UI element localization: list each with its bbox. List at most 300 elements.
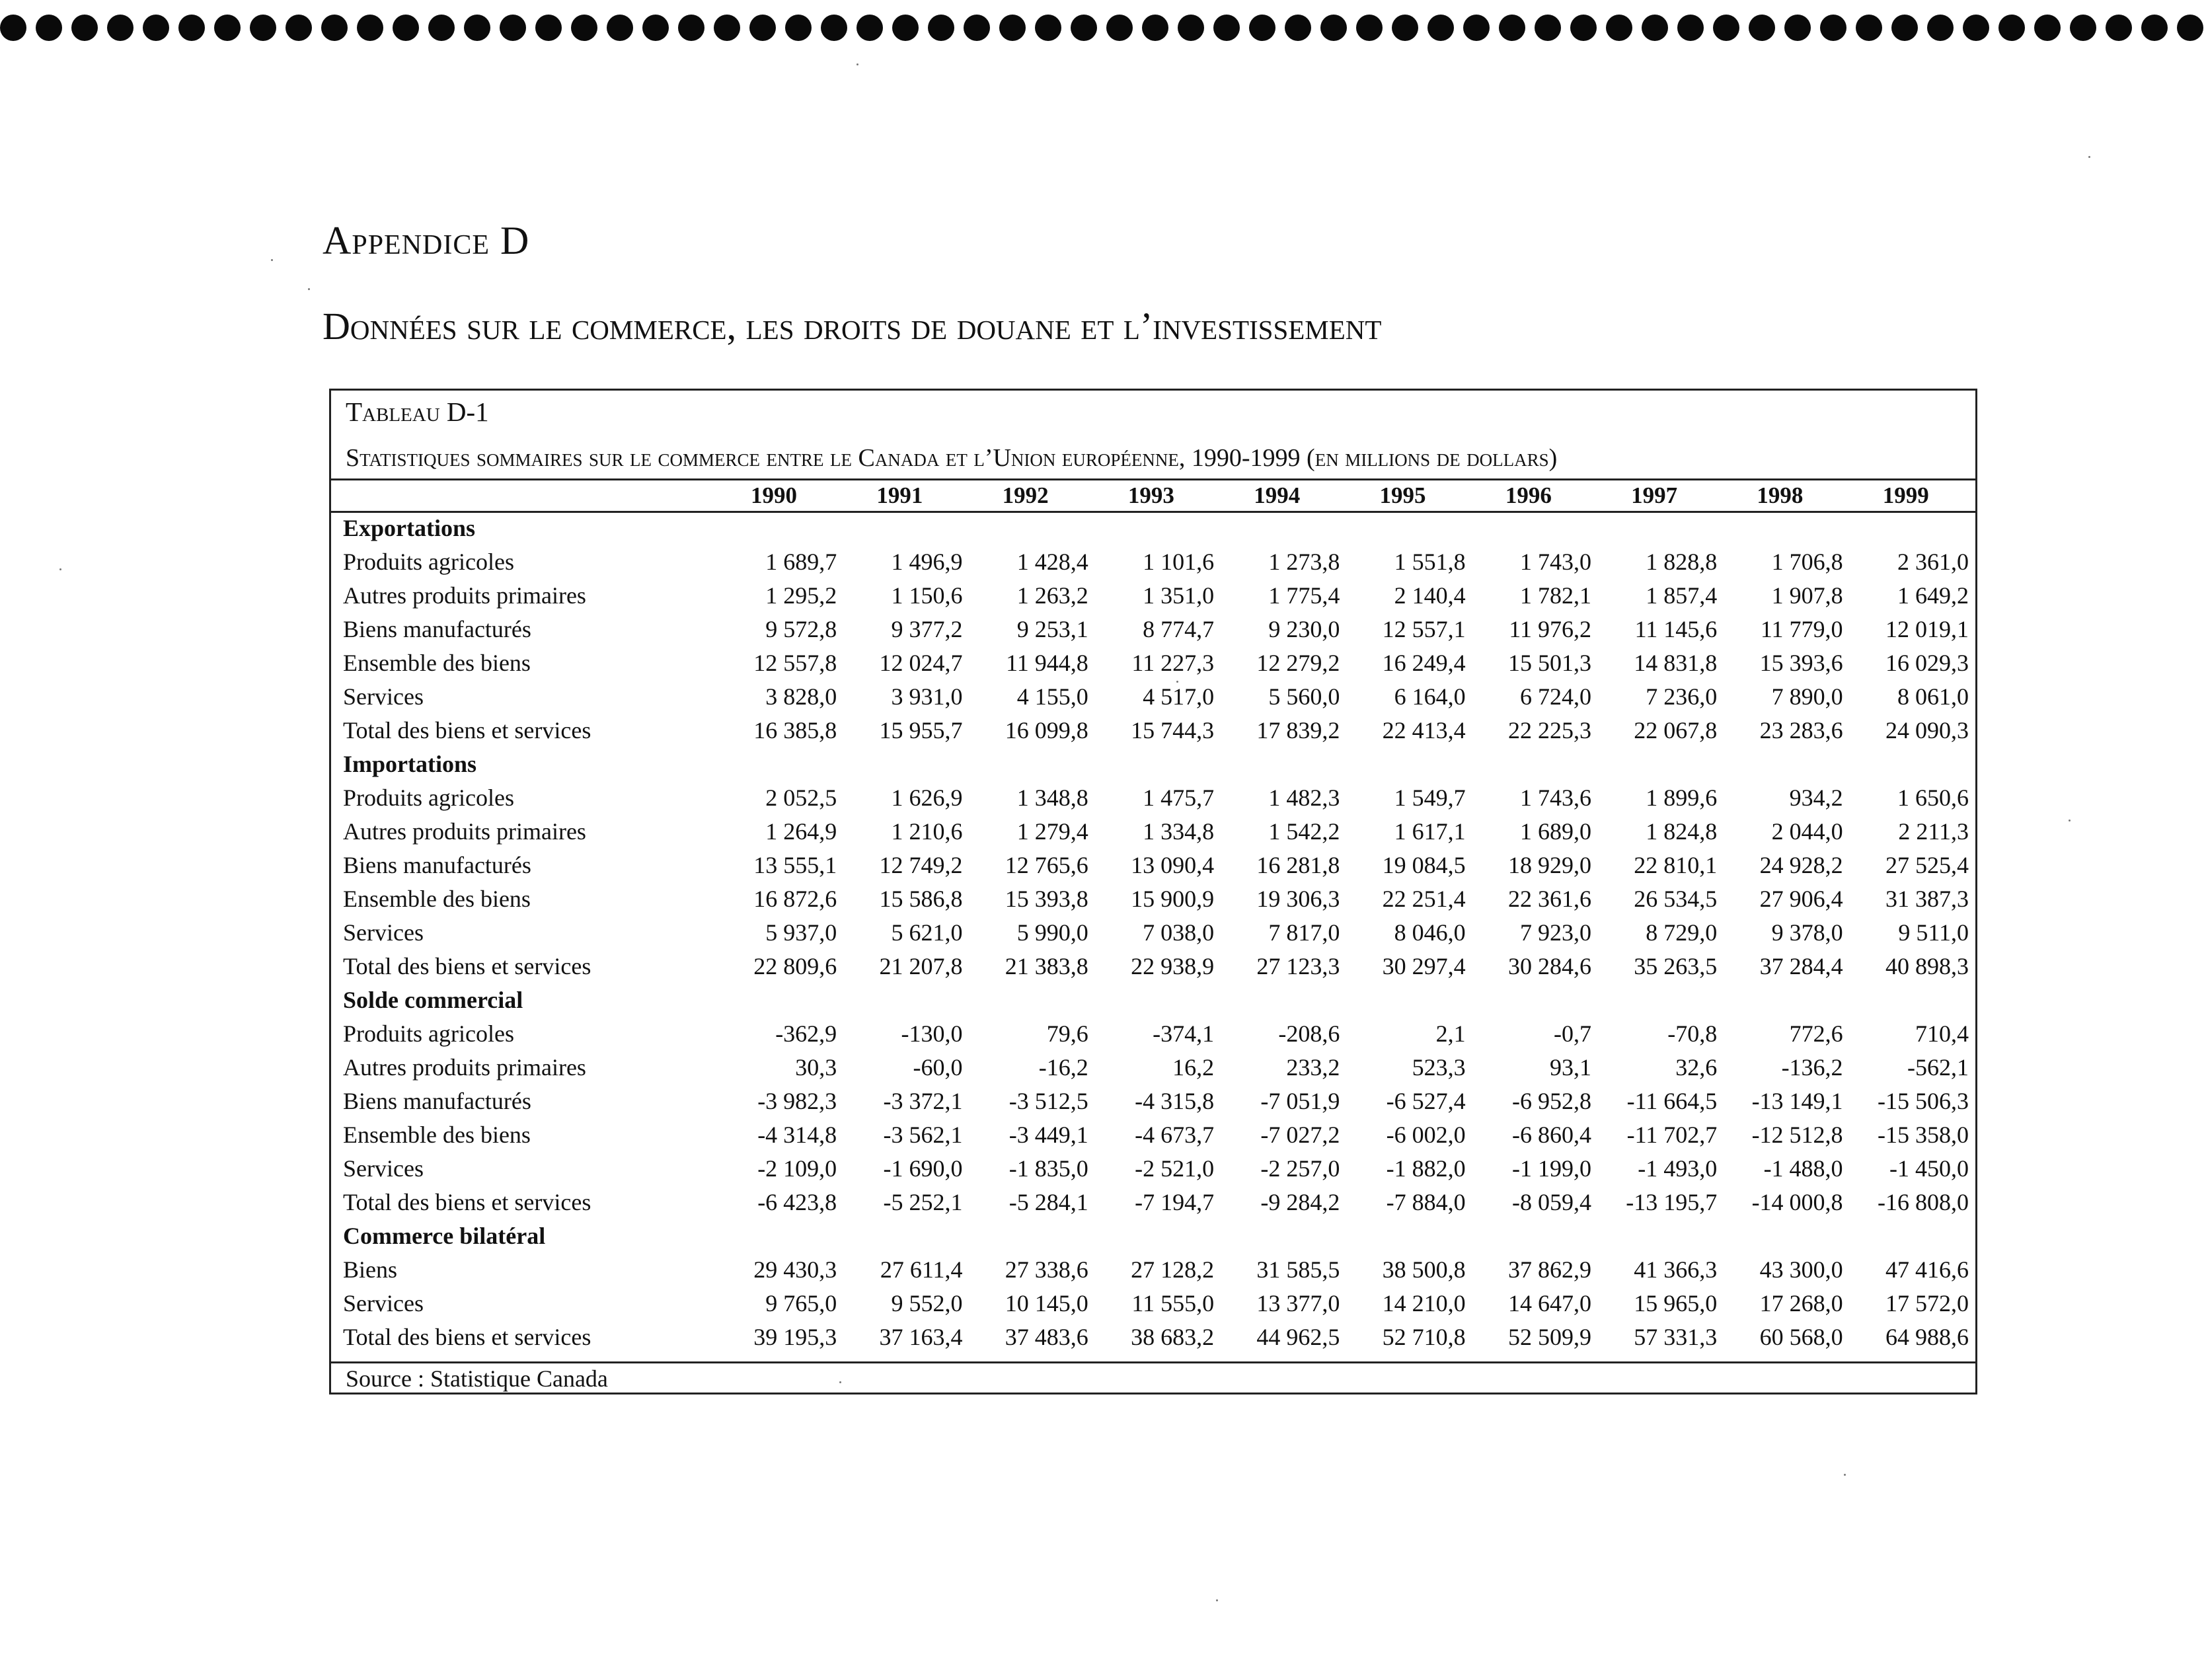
value-cell: 27 338,6 [1005, 1256, 1088, 1283]
value-cell: 2 211,3 [1898, 818, 1969, 845]
scan-speck [59, 568, 61, 570]
value-cell: 9 572,8 [765, 615, 837, 642]
value-cell: 52 710,8 [1382, 1323, 1466, 1350]
table-row [343, 781, 1969, 814]
row-label: Autres produits primaires [343, 582, 586, 609]
value-cell: 12 024,7 [879, 649, 963, 676]
value-cell: 16 385,8 [753, 716, 837, 744]
value-cell: 1 907,8 [1771, 582, 1843, 609]
value-cell: 93,1 [1549, 1053, 1591, 1081]
table-caption: Statistiques sommaires sur le commerce entre le Canada et l’Union européenne, 1990-1999 (en millions de dollars) [346, 444, 1558, 472]
scan-speck [308, 288, 310, 290]
year-header: 1991 [876, 482, 923, 508]
value-cell: -2 109,0 [757, 1155, 837, 1182]
value-cell: -4 673,7 [1135, 1121, 1215, 1148]
value-cell: 31 585,5 [1256, 1256, 1340, 1283]
value-cell: 1 351,0 [1143, 582, 1215, 609]
section-header-row [343, 983, 1969, 1016]
scan-speck [839, 1381, 841, 1383]
value-cell: 13 090,4 [1131, 851, 1215, 878]
value-cell: 31 387,3 [1885, 885, 1969, 912]
binding-hole-dot [821, 15, 847, 41]
value-cell: 15 900,9 [1131, 885, 1215, 912]
value-cell: 37 284,4 [1759, 952, 1843, 979]
value-cell: -7 027,2 [1260, 1121, 1340, 1148]
table-row [343, 1151, 1969, 1185]
value-cell: -6 527,4 [1386, 1087, 1466, 1114]
binding-hole-dot [2141, 15, 2168, 41]
value-cell: -136,2 [1781, 1053, 1843, 1081]
value-cell: 15 393,6 [1759, 649, 1843, 676]
section-title: Exportations [343, 514, 476, 541]
value-cell: 16 029,3 [1885, 649, 1969, 676]
value-cell: 24 928,2 [1759, 851, 1843, 878]
value-cell: -8 059,4 [1511, 1188, 1591, 1215]
value-cell: 12 557,1 [1382, 615, 1466, 642]
row-label: Produits agricoles [343, 1020, 514, 1047]
row-label: Total des biens et services [343, 716, 591, 744]
value-cell: -14 000,8 [1751, 1188, 1843, 1215]
scan-speck [2069, 820, 2071, 821]
row-label: Produits agricoles [343, 548, 514, 575]
value-cell: -7 884,0 [1386, 1188, 1466, 1215]
table-d1 [329, 389, 1977, 1394]
value-cell: -1 450,0 [1889, 1155, 1969, 1182]
value-cell: 22 413,4 [1382, 716, 1466, 744]
value-cell: 1 782,1 [1519, 582, 1591, 609]
value-cell: 27 906,4 [1759, 885, 1843, 912]
section-header-row [343, 747, 1969, 781]
value-cell: 1 828,8 [1646, 548, 1718, 575]
value-cell: 15 965,0 [1634, 1289, 1718, 1317]
value-cell: 1 264,9 [765, 818, 837, 845]
table-row [343, 612, 1969, 646]
binding-hole-dot [714, 15, 740, 41]
binding-hole-dot [464, 15, 490, 41]
section-title: Importations [343, 750, 477, 777]
row-label: Services [343, 683, 424, 710]
table-row [343, 1320, 1969, 1354]
binding-hole-dot [107, 15, 133, 41]
value-cell: 7 236,0 [1646, 683, 1718, 710]
binding-hole-dot [1642, 15, 1668, 41]
binding-hole-dot [642, 15, 669, 41]
value-cell: 8 061,0 [1897, 683, 1969, 710]
table-row [343, 1016, 1969, 1050]
value-cell: 233,2 [1286, 1053, 1340, 1081]
binding-hole-dot [1427, 15, 1454, 41]
value-cell: -16 808,0 [1878, 1188, 1969, 1215]
value-cell: 5 621,0 [891, 919, 963, 946]
value-cell: 15 744,3 [1131, 716, 1215, 744]
scan-speck [1844, 1474, 1846, 1476]
value-cell: 5 937,0 [765, 919, 837, 946]
row-label: Biens [343, 1256, 398, 1283]
binding-hole-dot [214, 15, 241, 41]
value-cell: 32,6 [1675, 1053, 1718, 1081]
table-row [343, 848, 1969, 882]
binding-hole-dot [856, 15, 883, 41]
value-cell: 523,3 [1412, 1053, 1466, 1081]
header-corner [343, 480, 711, 511]
value-cell: 60 568,0 [1759, 1323, 1843, 1350]
value-cell: -60,0 [913, 1053, 963, 1081]
value-cell: 11 227,3 [1131, 649, 1215, 676]
value-cell: -5 284,1 [1008, 1188, 1088, 1215]
section-title: Commerce bilatéral [343, 1222, 546, 1249]
value-cell: -0,7 [1553, 1020, 1591, 1047]
binding-hole-dot [321, 15, 348, 41]
binding-hole-dot [1570, 15, 1597, 41]
value-cell: -9 284,2 [1260, 1188, 1340, 1215]
value-cell: 16 872,6 [753, 885, 837, 912]
year-header: 1996 [1505, 482, 1552, 508]
row-label: Ensemble des biens [343, 885, 531, 912]
value-cell: 2 361,0 [1897, 548, 1969, 575]
value-cell: 1 273,8 [1268, 548, 1340, 575]
value-cell: 19 306,3 [1256, 885, 1340, 912]
value-cell: 57 331,3 [1634, 1323, 1718, 1350]
value-cell: -362,9 [775, 1020, 837, 1047]
binding-hole-dot [1499, 15, 1525, 41]
year-header: 1997 [1631, 482, 1678, 508]
value-cell: 12 765,6 [1005, 851, 1088, 878]
value-cell: 12 557,8 [753, 649, 837, 676]
value-cell: 8 774,7 [1143, 615, 1215, 642]
value-cell: -208,6 [1278, 1020, 1340, 1047]
value-cell: 1 626,9 [891, 784, 963, 811]
value-cell: -4 314,8 [757, 1121, 837, 1148]
binding-hole-dot [1677, 15, 1704, 41]
value-cell: 30,3 [795, 1053, 837, 1081]
value-cell: -6 002,0 [1386, 1121, 1466, 1148]
binding-hole-dot [1178, 15, 1204, 41]
value-cell: 8 729,0 [1646, 919, 1718, 946]
binding-hole-dot [393, 15, 419, 41]
table-row [343, 1118, 1969, 1151]
value-cell: 1 475,7 [1143, 784, 1215, 811]
value-cell: 1 857,4 [1646, 582, 1718, 609]
binding-hole-dot [1392, 15, 1418, 41]
value-cell: 38 500,8 [1382, 1256, 1466, 1283]
value-cell: 7 038,0 [1143, 919, 1215, 946]
value-cell: 38 683,2 [1131, 1323, 1215, 1350]
year-header: 1999 [1882, 482, 1929, 508]
value-cell: 7 817,0 [1268, 919, 1340, 946]
binding-hole-dot [678, 15, 704, 41]
value-cell: 9 230,0 [1268, 615, 1340, 642]
value-cell: 27 128,2 [1131, 1256, 1215, 1283]
table-row [343, 949, 1969, 983]
value-cell: 14 647,0 [1507, 1289, 1591, 1317]
value-cell: 3 828,0 [765, 683, 837, 710]
value-cell: 2 052,5 [765, 784, 837, 811]
value-cell: 30 284,6 [1507, 952, 1591, 979]
row-label: Autres produits primaires [343, 1053, 586, 1081]
value-cell: -1 690,0 [883, 1155, 963, 1182]
value-cell: 772,6 [1789, 1020, 1843, 1047]
value-cell: 5 560,0 [1268, 683, 1340, 710]
value-cell: 37 862,9 [1507, 1256, 1591, 1283]
value-cell: -3 372,1 [883, 1087, 963, 1114]
value-cell: 1 428,4 [1016, 548, 1088, 575]
value-cell: 16 249,4 [1382, 649, 1466, 676]
value-cell: -1 882,0 [1386, 1155, 1466, 1182]
table-row [343, 713, 1969, 747]
table-row [343, 578, 1969, 612]
value-cell: 9 377,2 [891, 615, 963, 642]
section-header-row [343, 511, 1969, 545]
value-cell: 47 416,6 [1885, 1256, 1969, 1283]
value-cell: 12 279,2 [1256, 649, 1340, 676]
table-row [343, 882, 1969, 915]
value-cell: 16,2 [1172, 1053, 1215, 1081]
value-cell: 1 706,8 [1771, 548, 1843, 575]
row-label: Total des biens et services [343, 1188, 591, 1215]
row-label: Ensemble des biens [343, 1121, 531, 1148]
binding-hole-dot [1249, 15, 1275, 41]
binding-hole-dot [1213, 15, 1240, 41]
row-label: Total des biens et services [343, 952, 591, 979]
value-cell: -6 860,4 [1511, 1121, 1591, 1148]
year-header: 1995 [1379, 482, 1426, 508]
value-cell: 79,6 [1046, 1020, 1088, 1047]
binding-hole-dot [1106, 15, 1133, 41]
value-cell: 9 378,0 [1771, 919, 1843, 946]
value-cell: 23 283,6 [1759, 716, 1843, 744]
value-cell: 22 810,1 [1634, 851, 1718, 878]
table-row [343, 1286, 1969, 1320]
year-header: 1992 [1002, 482, 1049, 508]
value-cell: 1 899,6 [1646, 784, 1718, 811]
value-cell: -3 982,3 [757, 1087, 837, 1114]
binding-hole-dot [892, 15, 919, 41]
value-cell: 8 046,0 [1394, 919, 1466, 946]
value-cell: 15 393,8 [1005, 885, 1088, 912]
value-cell: 35 263,5 [1634, 952, 1718, 979]
value-cell: 6 724,0 [1519, 683, 1591, 710]
value-cell: 22 067,8 [1634, 716, 1718, 744]
binding-hole-dot [1071, 15, 1097, 41]
appendix-title: Appendice D [323, 219, 530, 262]
value-cell: -70,8 [1667, 1020, 1718, 1047]
value-cell: 12 749,2 [879, 851, 963, 878]
binding-hole-dot [1142, 15, 1168, 41]
table-row [343, 1084, 1969, 1118]
year-header: 1994 [1254, 482, 1301, 508]
value-cell: 1 101,6 [1143, 548, 1215, 575]
binding-hole-dot [250, 15, 276, 41]
value-cell: 37 483,6 [1005, 1323, 1088, 1350]
value-cell: 1 824,8 [1646, 818, 1718, 845]
value-cell: -12 512,8 [1751, 1121, 1843, 1148]
value-cell: 24 090,3 [1885, 716, 1969, 744]
row-label: Biens manufacturés [343, 615, 531, 642]
value-cell: 2,1 [1435, 1020, 1466, 1047]
value-cell: 15 955,7 [879, 716, 963, 744]
year-header: 1998 [1757, 482, 1804, 508]
value-cell: 17 839,2 [1256, 716, 1340, 744]
table-row [343, 814, 1969, 848]
value-cell: 1 482,3 [1268, 784, 1340, 811]
value-cell: 1 689,0 [1519, 818, 1591, 845]
value-cell: -15 506,3 [1878, 1087, 1969, 1114]
row-label: Produits agricoles [343, 784, 514, 811]
value-cell: 16 099,8 [1005, 716, 1088, 744]
binding-hole-dot [2106, 15, 2132, 41]
value-cell: 41 366,3 [1634, 1256, 1718, 1283]
value-cell: 7 923,0 [1519, 919, 1591, 946]
value-cell: 9 511,0 [1898, 919, 1969, 946]
value-cell: 27 123,3 [1256, 952, 1340, 979]
value-cell: 16 281,8 [1256, 851, 1340, 878]
section-header-row [343, 1219, 1969, 1252]
value-cell: -2 521,0 [1135, 1155, 1215, 1182]
value-cell: -6 423,8 [757, 1188, 837, 1215]
value-cell: 17 268,0 [1759, 1289, 1843, 1317]
binding-hole-dot [535, 15, 562, 41]
binding-hole-dot [1713, 15, 1739, 41]
scan-speck [1216, 1599, 1218, 1601]
value-cell: -562,1 [1907, 1053, 1969, 1081]
value-cell: 22 938,9 [1131, 952, 1215, 979]
value-cell: 40 898,3 [1885, 952, 1969, 979]
value-cell: -130,0 [901, 1020, 963, 1047]
value-cell: 44 962,5 [1256, 1323, 1340, 1350]
value-cell: 1 496,9 [891, 548, 963, 575]
value-cell: 27 611,4 [880, 1256, 963, 1283]
value-cell: -7 194,7 [1135, 1188, 1215, 1215]
value-cell: -11 702,7 [1626, 1121, 1718, 1148]
binding-hole-dot [71, 15, 98, 41]
binding-hole-dot [964, 15, 990, 41]
value-cell: 21 383,8 [1005, 952, 1088, 979]
value-cell: 1 549,7 [1394, 784, 1466, 811]
value-cell: -3 512,5 [1008, 1087, 1088, 1114]
value-cell: 37 163,4 [879, 1323, 963, 1350]
value-cell: 1 775,4 [1268, 582, 1340, 609]
table-row [343, 915, 1969, 949]
value-cell: 22 251,4 [1382, 885, 1466, 912]
value-cell: 10 145,0 [1005, 1289, 1088, 1317]
value-cell: 19 084,5 [1382, 851, 1466, 878]
value-cell: -4 315,8 [1135, 1087, 1215, 1114]
value-cell: -1 835,0 [1008, 1155, 1088, 1182]
value-cell: 27 525,4 [1885, 851, 1969, 878]
binding-hole-dot [1784, 15, 1811, 41]
scan-speck [2088, 156, 2090, 158]
binding-hole-dot [1927, 15, 1954, 41]
binding-hole-dot [999, 15, 1026, 41]
value-cell: 17 572,0 [1885, 1289, 1969, 1317]
value-cell: 18 929,0 [1507, 851, 1591, 878]
value-cell: 39 195,3 [753, 1323, 837, 1350]
table-rule-bottom [331, 1361, 1975, 1363]
scan-speck [271, 259, 273, 261]
binding-hole-dot [0, 15, 26, 41]
value-cell: 11 976,2 [1509, 615, 1591, 642]
value-cell: 14 831,8 [1634, 649, 1718, 676]
year-header-row [343, 480, 1969, 511]
binding-hole-dot [749, 15, 776, 41]
binding-hole-dot [607, 15, 633, 41]
value-cell: -13 195,7 [1626, 1188, 1718, 1215]
row-label: Services [343, 1155, 424, 1182]
page-title: Données sur le commerce, les droits de douane et l’investissement [323, 305, 1382, 348]
value-cell: 1 689,7 [765, 548, 837, 575]
binding-hole-dot [357, 15, 383, 41]
value-cell: 3 931,0 [891, 683, 963, 710]
value-cell: 4 517,0 [1143, 683, 1215, 710]
value-cell: -7 051,9 [1260, 1087, 1340, 1114]
binding-hole-dot [1606, 15, 1632, 41]
binding-hole-dot [1356, 15, 1383, 41]
value-cell: 26 534,5 [1634, 885, 1718, 912]
row-label: Autres produits primaires [343, 818, 586, 845]
value-cell: 14 210,0 [1382, 1289, 1466, 1317]
binding-hole-dot [1035, 15, 1061, 41]
table-row [343, 646, 1969, 679]
value-cell: -5 252,1 [883, 1188, 963, 1215]
value-cell: 43 300,0 [1759, 1256, 1843, 1283]
row-label: Ensemble des biens [343, 649, 531, 676]
value-cell: 11 555,0 [1131, 1289, 1215, 1317]
row-label: Total des biens et services [343, 1323, 591, 1350]
value-cell: 1 263,2 [1016, 582, 1088, 609]
value-cell: -1 488,0 [1763, 1155, 1843, 1182]
value-cell: 9 552,0 [891, 1289, 963, 1317]
value-cell: -6 952,8 [1511, 1087, 1591, 1114]
value-cell: 1 279,4 [1016, 818, 1088, 845]
value-cell: 13 377,0 [1256, 1289, 1340, 1317]
value-cell: 4 155,0 [1016, 683, 1088, 710]
value-cell: 9 765,0 [765, 1289, 837, 1317]
value-cell: 2 044,0 [1771, 818, 1843, 845]
value-cell: -11 664,5 [1626, 1087, 1718, 1114]
binding-hole-dot [1856, 15, 1882, 41]
table-row [343, 1185, 1969, 1219]
value-cell: 9 253,1 [1016, 615, 1088, 642]
data-table [343, 480, 1969, 1354]
row-label: Biens manufacturés [343, 1087, 531, 1114]
binding-hole-dot [36, 15, 62, 41]
value-cell: 1 150,6 [891, 582, 963, 609]
value-cell: 64 988,6 [1885, 1323, 1969, 1350]
value-cell: 22 809,6 [753, 952, 837, 979]
binding-hole-dot [178, 15, 205, 41]
scan-speck [856, 63, 858, 65]
value-cell: 7 890,0 [1771, 683, 1843, 710]
binding-hole-dot [1535, 15, 1561, 41]
value-cell: 22 225,3 [1507, 716, 1591, 744]
value-cell: 52 509,9 [1507, 1323, 1591, 1350]
value-cell: -3 449,1 [1008, 1121, 1088, 1148]
value-cell: 934,2 [1789, 784, 1843, 811]
value-cell: 1 650,6 [1897, 784, 1969, 811]
value-cell: 710,4 [1915, 1020, 1969, 1047]
value-cell: -1 493,0 [1638, 1155, 1718, 1182]
value-cell: 6 164,0 [1394, 683, 1466, 710]
section-title: Solde commercial [343, 986, 523, 1013]
binding-hole-dot [928, 15, 954, 41]
value-cell: 1 617,1 [1394, 818, 1466, 845]
row-label: Services [343, 1289, 424, 1317]
value-cell: 29 430,3 [753, 1256, 837, 1283]
year-header: 1990 [751, 482, 798, 508]
binding-hole-dot [500, 15, 526, 41]
table-row [343, 545, 1969, 578]
binding-holes-strip [0, 15, 2206, 49]
